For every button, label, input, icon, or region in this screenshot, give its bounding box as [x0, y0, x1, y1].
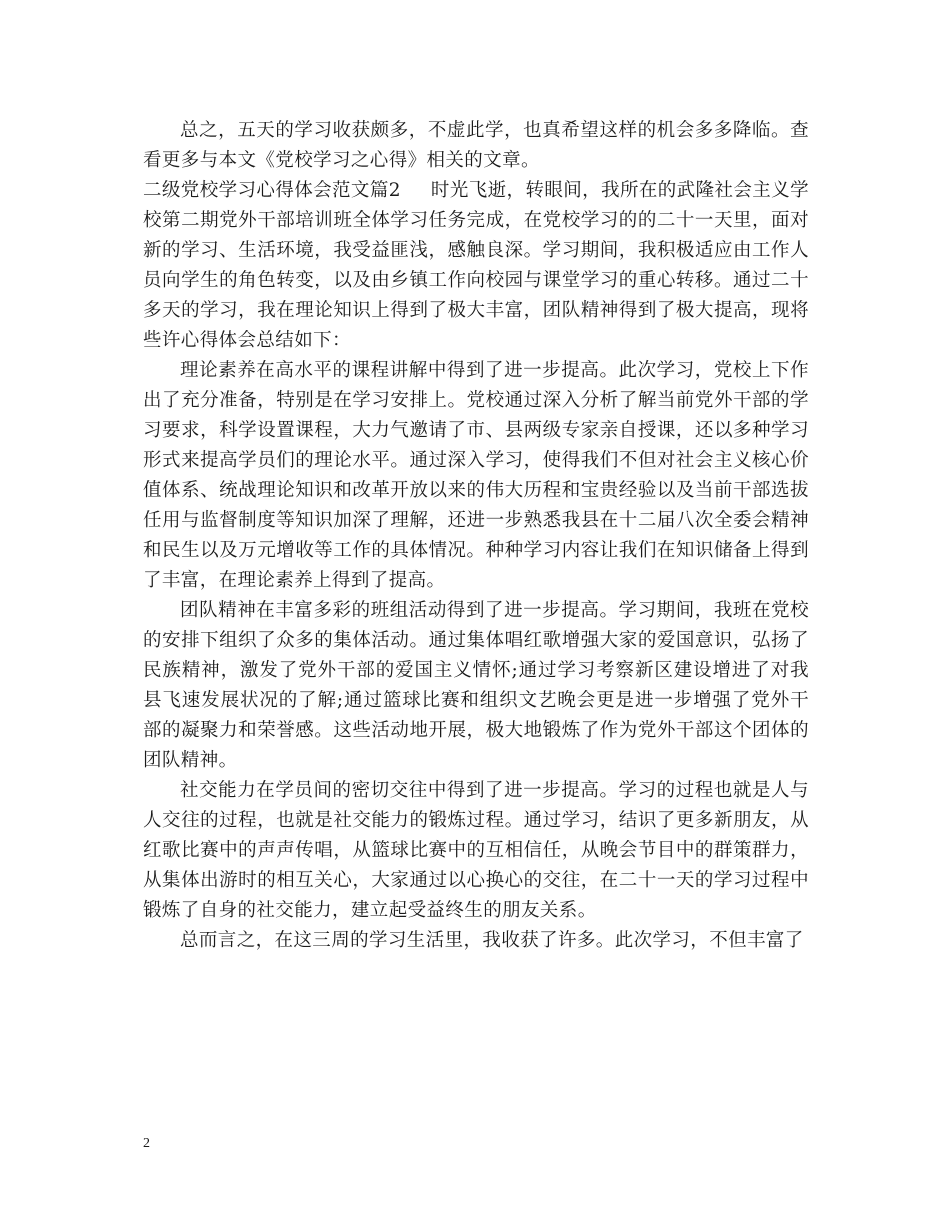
paragraph-5: 社交能力在学员间的密切交往中得到了进一步提高。学习的过程也就是人与人交往的过程，也就是社交能力的锻炼过程。通过学习，结识了更多新朋友，从红歌比赛中的声声传唱，从篮球比赛中的互相信任，从晚会节目中的群策群力，从集体出游时的相互关心，大家通过以心换心的交往，在二十一天的学习过程中锻炼了自身的社交能力，建立起受益终生的朋友关系。 — [143, 780, 809, 921]
paragraph-6: 总而言之，在这三周的学习生活里，我收获了许多。此次学习，不但丰富了 — [180, 930, 804, 951]
article-heading: 二级党校学习心得体会范文篇2 — [143, 180, 401, 201]
document-body — [143, 116, 809, 956]
paragraph-2-text: 时光飞逝，转眼间，我所在的武隆社会主义学校第二期党外干部培训班全体学习任务完成，在党校学习的的二十一天里，面对新的学习、生活环境，我受益匪浅，感触良深。学习期间，我积极适应由工作人员向学生的角色转变，以及由乡镇工作向校园与课堂学习的重心转移。通过二十多天的学习，我在理论知识上得到了极大丰富，团队精神得到了极大提高，现将些许心得体会总结如下： — [143, 180, 809, 351]
paragraph-3: 理论素养在高水平的课程讲解中得到了进一步提高。此次学习，党校上下作出了充分准备，特别是在学习安排上。党校通过深入分析了解当前党外干部的学习要求，科学设置课程，大力气邀请了市、县两级专家亲自授课，还以多种学习形式来提高学员们的理论水平。通过深入学习，使得我们不但对社会主义核心价值体系、统战理论知识和改革开放以来的伟大历程和宝贵经验以及当前干部选拔任用与监督制度等知识加深了理解，还进一步熟悉我县在十二届八次全委会精神和民生以及万元增收等工作的具体情况。种种学习内容让我们在知识储备上得到了丰富，在理论素养上得到了提高。 — [143, 360, 809, 591]
page-number: 2 — [143, 1136, 150, 1151]
paragraph-4: 团队精神在丰富多彩的班组活动得到了进一步提高。学习期间，我班在党校的安排下组织了众多的集体活动。通过集体唱红歌增强大家的爱国意识，弘扬了民族精神，激发了党外干部的爱国主义情怀;通过学习考察新区建设增进了对我县飞速发展状况的了解;通过篮球比赛和组织文艺晚会更是进一步增强了党外干部的凝聚力和荣誉感。这些活动地开展，极大地锻炼了作为党外干部这个团体的团队精神。 — [143, 600, 809, 771]
paragraph-2 — [143, 176, 809, 356]
paragraph-1: 总之，五天的学习收获颇多，不虚此学，也真希望这样的机会多多降临。查看更多与本文《党校学习之心得》相关的文章。 — [143, 120, 809, 171]
